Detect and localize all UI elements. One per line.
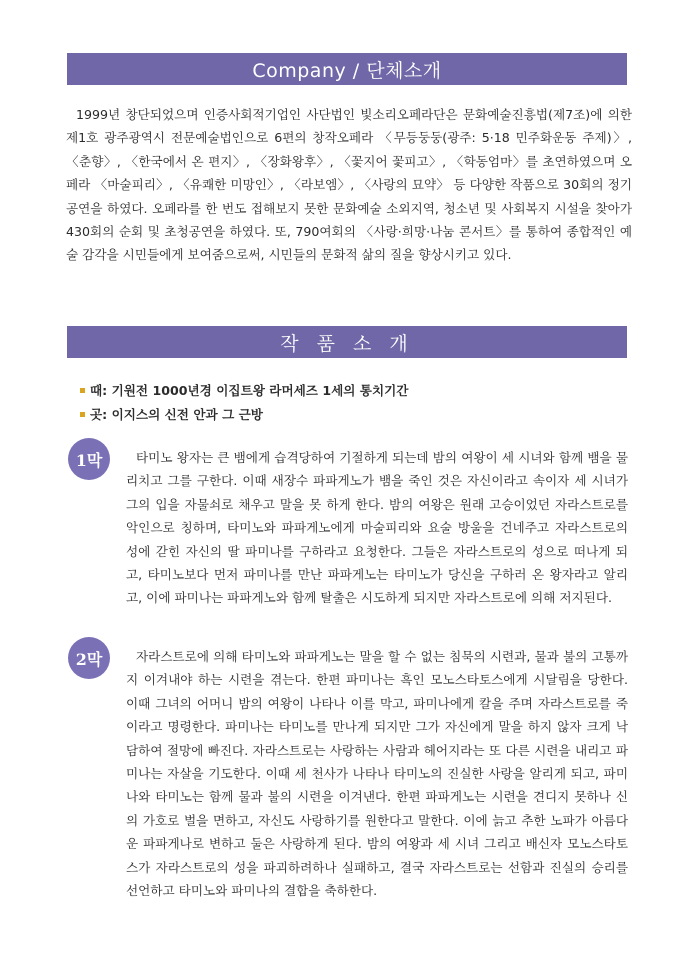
company-heading: Company / 단체소개: [252, 59, 442, 82]
act1-badge: [68, 438, 110, 480]
works-heading-banner: [67, 326, 627, 358]
act2-badge: [68, 637, 110, 679]
act1-badge-label: 1막: [75, 450, 103, 470]
company-intro-paragraph: 1999년 창단되었으며 인증사회적기업인 사단법인 빛소리오페라단은 문화예술진흥법(제7조)에 의한 제1호 광주광역시 전문예술법인으로 6편의 창작오페라 〈무등둥둥(광주: 5·18 민주화운동 주제)〉, 〈춘향〉, 〈한국에서 온 편지〉, 〈장화왕후〉, 〈꽃지어 꽃피고〉, 〈학동엄마〉를 초연하였으며 오페라 〈마술피리〉, 〈유쾌한 미망인〉, 〈라보엠〉, 〈사랑의 묘약〉 등 다양한 작품으로 30회의 정기공연을 하였다. 오페라를 한 번도 접해보지 못한 문화예술 소외지역, 청소년 및 사회복지 시설을 찾아가 430회의 순회 및 초청공연을 하였다. 또, 790여회의 〈사랑·희망·나눔 콘서트〉를 통하여 종합적인 예술 감각을 시민들에게 보여줌으로써, 시민들의 문화적 삶의 질을 향상시키고 있다.: [66, 107, 632, 263]
place-info-text: 곳: 이지스의 신전 안과 그 근방: [90, 407, 263, 422]
company-heading-banner: [67, 53, 627, 85]
act2-synopsis: 자라스트로에 의해 타미노와 파파게노는 말을 할 수 없는 침묵의 시련과, 물과 불의 고통까지 이겨내야 하는 시련을 겪는다. 한편 파미나는 흑인 모노스타토스에게 시달림을 당한다. 이때 그녀의 어머니 밤의 여왕이 나타나 이를 막고, 파미나에게 칼을 주며 자라스트로를 죽이라고 명령한다. 파미나는 타미노를 만나게 되지만 그가 자신에게 말을 하지 않자 크게 낙담하여 절망에 빠진다. 자라스트로는 사랑하는 사람과 헤어지라는 또 다른 시련을 내리고 파미나는 자살을 기도한다. 이때 세 천사가 나타나 타미노의 진실한 사랑을 알리게 되고, 파미나와 타미노는 함께 물과 불의 시련을 이겨낸다. 한편 파파게노는 시련을 견디지 못하나 신의 가호로 벌을 면하고, 자신도 사랑하기를 원한다고 말한다. 이에 늙고 추한 노파가 아름다운 파파게나로 변하고 둘은 사랑하게 된다. 밤의 여왕과 세 시녀 그리고 배신자 모노스타토스가 자라스트로의 성을 파괴하려하나 실패하고, 결국 자라스트로는 선함과 진실의 승리를 선언하고 타미노와 파미나의 결합을 축하한다.: [126, 649, 628, 899]
act2-badge-label: 2막: [75, 649, 103, 669]
works-heading: 작 품 소 개: [280, 332, 414, 355]
time-info: [80, 380, 408, 399]
time-info-text: 때: 기원전 1000년경 이집트왕 라머세즈 1세의 통치기간: [90, 383, 409, 398]
place-info: [80, 404, 263, 423]
bullet-square-icon: [80, 412, 85, 417]
bullet-square-icon: [80, 388, 85, 393]
act1-synopsis: 타미노 왕자는 큰 뱀에게 습격당하여 기절하게 되는데 밤의 여왕이 세 시녀와 함께 뱀을 물리치고 그를 구한다. 이때 새장수 파파게노가 뱀을 죽인 것은 자신이라고 속이자 세 시녀가 그의 입을 자물쇠로 채우고 말을 못 하게 한다. 밤의 여왕은 원래 고승이었던 자라스트로를 악인으로 칭하며, 타미노와 파파게노에게 마술피리와 요술 방울을 건네주고 자라스트로의 성에 갇힌 자신의 딸 파미나를 구하라고 요청한다. 그들은 자라스트로의 성으로 떠나게 되고, 타미노보다 먼저 파미나를 만난 파파게노는 타미노가 당신을 구하러 온 왕자라고 알리고, 이에 파미나는 파파게노와 함께 탈출은 시도하게 되지만 자라스트로에 의해 저지된다.: [126, 450, 628, 606]
